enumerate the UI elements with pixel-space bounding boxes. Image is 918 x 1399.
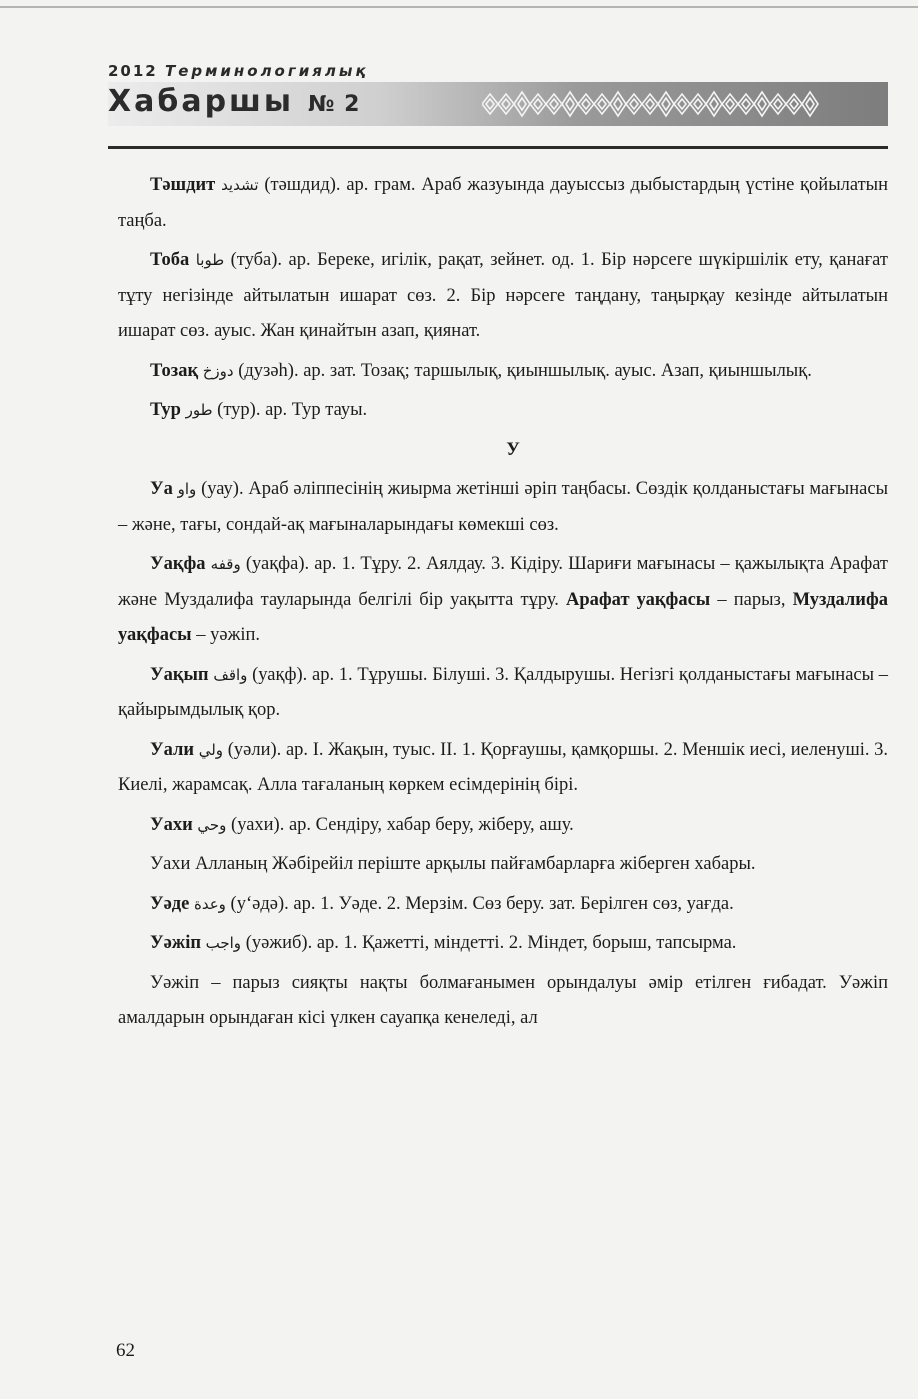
entry-text: – уәжіп. [191,625,261,645]
entry-text: (уау). Араб әліппесінің жиырма жетінші әріп таңбасы. Сөздік қолданыстағы мағынасы – және, тағы, сондай-ақ мағыналарындағы көмекші сөз. [118,479,888,535]
entry-arabic: وقفه [210,555,241,573]
entry-tur [118,393,888,429]
entry-text: (уәжиб). ар. 1. Қажетті, міндетті. 2. Міндет, борыш, тапсырма. [245,933,737,953]
journal-title [108,84,360,119]
entry-text: (тур). ар. Тур тауы. [217,400,368,420]
ornament-pattern [482,88,834,120]
entry-text: Уахи Алланың Жәбірейіл періште арқылы пайғамбарларға жіберген хабары. [150,854,756,874]
header-rule [108,146,888,149]
entry-term: Уахи [150,814,193,835]
entry-text: (дузәһ). ар. зат. Тозақ; таршылық, қиыншылық. ауыс. Азап, қиыншылық. [238,360,812,381]
entry-arabic: واقف [213,665,248,684]
entry-text: (уақф). ар. 1. Тұрушы. Білуші. 3. Қалдырушы. Негізгі қолданыстағы мағынасы – қайырымдылық қор. [118,664,889,720]
journal-issue: № 2 [308,92,361,117]
journal-subtitle: Терминологиялық [164,62,369,80]
entry-text: – парыз, [710,589,793,610]
entry-uade [118,887,888,923]
entry-term: Уақфа [150,554,206,574]
top-rule [0,6,918,8]
letter-heading: У [506,439,520,460]
entry-arabic: تشديد [221,176,259,194]
entry-term: Уа [150,479,173,499]
entry-text: (тәшдид). ар. грам. Араб жазуында дауыссыз дыбыстардың үстіне қойылатын таңба. [118,175,889,231]
entry-term: Тур [150,400,181,420]
entry-term: Тәшдит [150,175,216,195]
entry-text: (уақфа). ар. 1. Тұру. 2. Аялдау. 3. Кідіру. Шариғи мағынасы – қажылықта Арафат және Муздалифа тауларында белгілі бір уақытта тұру. [118,554,889,610]
page-number: 62 [116,1340,135,1361]
entry-uaqyp [118,658,888,729]
entry-uazhip-note [118,966,888,1037]
entry-arabic: واجب [205,934,242,952]
entry-subterm: Арафат уақфасы [565,589,711,610]
journal-year: 2012 [108,62,158,80]
entry-term: Тозақ [150,360,199,381]
entry-text: Уәжіп – парыз сияқты нақты болмағанымен орындалуы әмір етілген ғибадат. Уәжіп амалдарын орындаған кісі үлкен сауапқа кенеледі, ал [118,972,888,1028]
entry-arabic: وعدة [193,894,226,913]
entry-arabic: وحي [197,815,227,834]
entry-arabic: طور [185,401,213,419]
journal-header [108,62,888,152]
entry-text: (у‘әдә). ар. 1. Уәде. 2. Мерзім. Сөз беру. зат. Берілген сөз, уағда. [230,893,734,914]
entry-arabic: ولي [198,740,224,759]
entry-text: (уахи). ар. Сендіру, хабар беру, жіберу, ашу. [231,814,574,835]
entry-term: Уәде [150,893,190,914]
entry-arabic: طوبا [195,251,225,269]
entry-uahi-note [118,847,888,883]
entry-term: Уәжіп [150,933,202,953]
entry-uazhip [118,926,888,962]
entry-toba [118,243,888,350]
entry-term: Тоба [150,250,190,270]
journal-year-line [108,62,369,80]
entry-text: (уәли). ар. І. Жақын, туыс. ІІ. 1. Қорғаушы, қамқоршы. 2. Меншік иесі, иеленуші. 3. Киелі, жарамсақ. Алла тағаланың көркем есімдерінің бірі. [118,739,889,795]
entry-subterm: Муздалифа уақфасы [118,589,888,645]
entry-term: Уақып [150,664,209,685]
entry-tashdit [118,168,888,239]
entry-uaqfa [118,547,888,654]
entry-uali [118,733,888,804]
entry-tozaq [118,354,888,390]
entry-arabic: دوزخ [202,361,234,380]
dictionary-body [118,168,888,1041]
entry-arabic: واو [177,480,197,498]
entry-ua [118,472,888,543]
journal-title-text: Хабаршы [108,84,295,119]
entry-uahi [118,808,888,844]
entry-term: Уали [150,739,195,760]
entry-text: (туба). ар. Береке, игілік, рақат, зейнет. од. 1. Бір нәрсеге шүкіршілік ету, қанағат тұту негізінде айтылатын ишарат сөз. 2. Бір нәрсеге таңдану, таңырқау кезінде айтылатын ишарат сөз. ауыс. Жан қинайтын азап, қиянат. [118,250,888,341]
